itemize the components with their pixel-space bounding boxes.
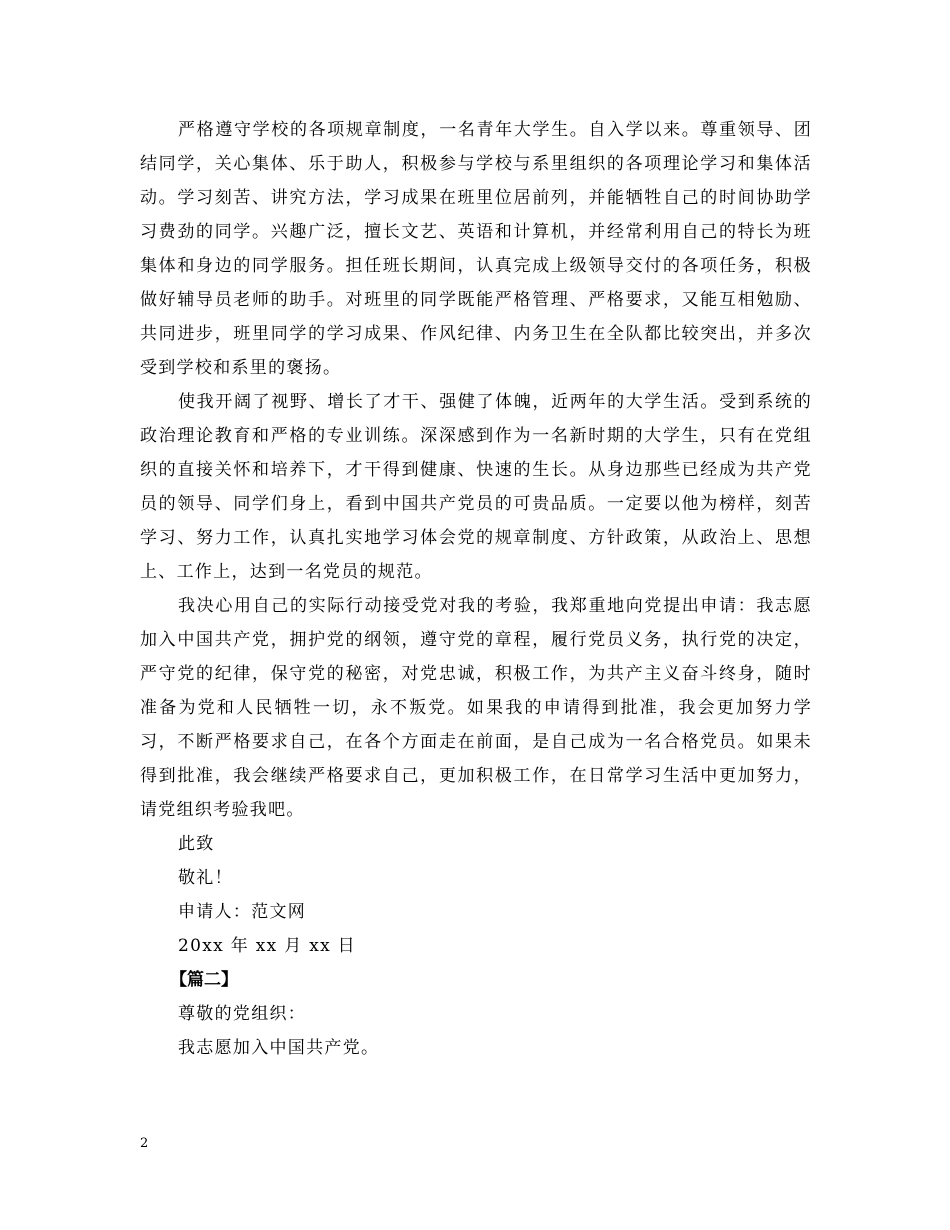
page-number: 2: [140, 1136, 149, 1151]
closing-line: 此致: [178, 834, 215, 854]
document-body: [140, 113, 812, 1065]
salute-line: 敬礼！: [178, 868, 233, 888]
applicant-line: 申请人：范文网: [178, 902, 307, 922]
opening-line: 我志愿加入中国共产党。: [178, 1038, 380, 1058]
paragraph-3: 我决心用自己的实际行动接受党对我的考验，我郑重地向党提出申请：我志愿加入中国共产党，拥护党的纲领，遵守党的章程，履行党员义务，执行党的决定，严守党的纪律，保守党的秘密，对党忠诚，积极工作，为共产主义奋斗终身，随时准备为党和人民牺牲一切，永不叛党。如果我的申请得到批准，我会更加努力学习，不断严格要求自己，在各个方面走在前面，是自己成为一名合格党员。如果未得到批准，我会继续严格要求自己，更加积极工作，在日常学习生活中更加努力，请党组织考验我吧。: [140, 596, 812, 820]
paragraph-2: 使我开阔了视野、增长了才干、强健了体魄，近两年的大学生活。受到系统的政治理论教育和严格的专业训练。深深感到作为一名新时期的大学生，只有在党组织的直接关怀和培养下，才干得到健康、快速的生长。从身边那些已经成为共产党员的领导、同学们身上，看到中国共产党员的可贵品质。一定要以他为榜样，刻苦学习、努力工作，认真扎实地学习体会党的规章制度、方针政策，从政治上、思想上、工作上，达到一名党员的规范。: [140, 392, 812, 582]
section-heading: 【篇二】: [170, 970, 238, 990]
paragraph-1: 严格遵守学校的各项规章制度，一名青年大学生。自入学以来。尊重领导、团结同学，关心集体、乐于助人，积极参与学校与系里组织的各项理论学习和集体活动。学习刻苦、讲究方法，学习成果在班里位居前列，并能牺牲自己的时间协助学习费劲的同学。兴趣广泛，擅长文艺、英语和计算机，并经常利用自己的特长为班集体和身边的同学服务。担任班长期间，认真完成上级领导交付的各项任务，积极做好辅导员老师的助手。对班里的同学既能严格管理、严格要求，又能互相勉励、共同进步，班里同学的学习成果、作风纪律、内务卫生在全队都比较突出，并多次受到学校和系里的褒扬。: [140, 120, 812, 378]
greeting-line: 尊敬的党组织：: [178, 1004, 307, 1024]
date-line: 20xx 年 xx 月 xx 日: [178, 936, 356, 956]
